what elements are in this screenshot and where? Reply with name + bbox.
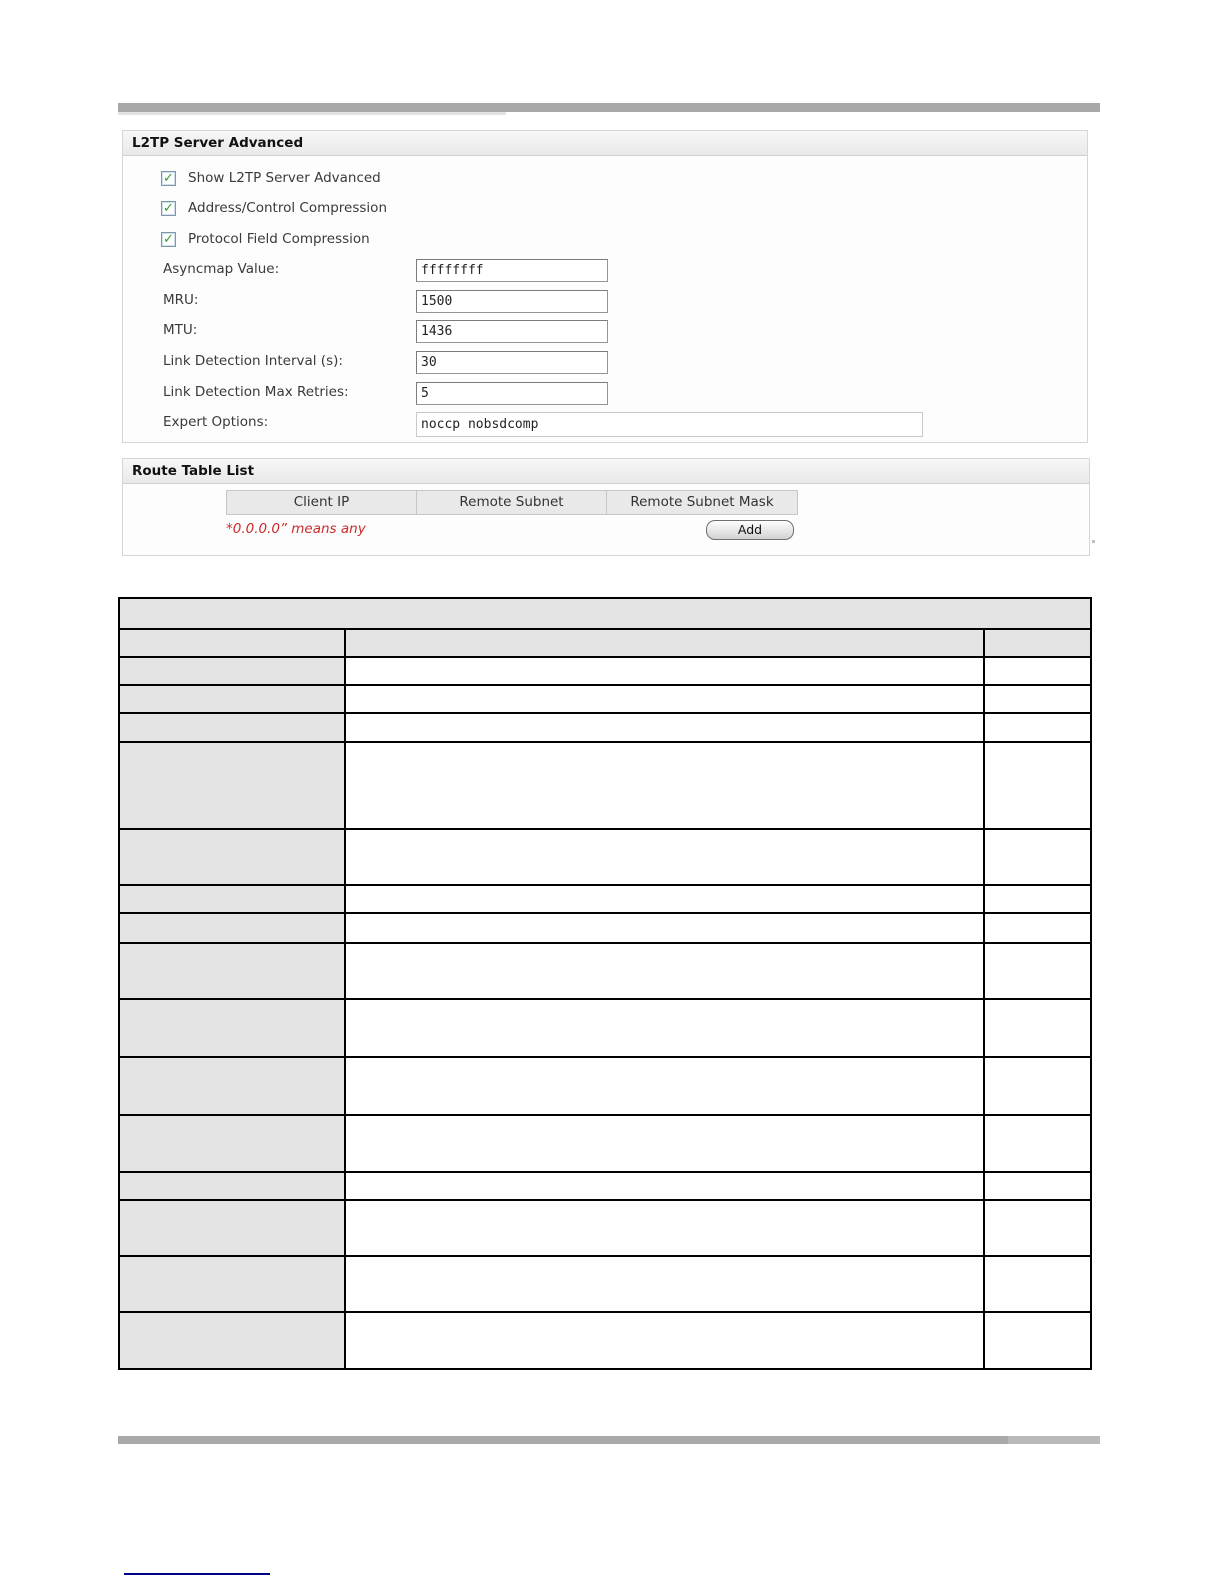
table-cell xyxy=(120,1058,346,1114)
checkbox-label: Address/Control Compression xyxy=(188,200,387,216)
checkmark-icon: ✓ xyxy=(163,170,174,186)
page-footer-rule-light xyxy=(1008,1436,1100,1444)
checkbox-row-show-advanced xyxy=(161,169,381,187)
table-cell xyxy=(120,1313,346,1368)
table-row xyxy=(120,1311,1090,1368)
mtu-label: MTU: xyxy=(163,322,198,338)
page-header-rule xyxy=(118,103,1100,112)
table-cell xyxy=(985,1058,1090,1114)
link-detection-interval-label: Link Detection Interval (s): xyxy=(163,353,343,369)
table-row xyxy=(120,1255,1090,1311)
table-cell xyxy=(120,1173,346,1199)
mru-label: MRU: xyxy=(163,292,199,308)
table-cell xyxy=(346,1058,985,1114)
table-row xyxy=(120,1171,1090,1199)
stray-dot xyxy=(1092,540,1095,543)
table-row xyxy=(120,1114,1090,1171)
column-header-client-ip: Client IP xyxy=(226,490,417,515)
section-title: L2TP Server Advanced xyxy=(123,131,1087,156)
table-header-cell xyxy=(120,630,346,656)
table-row xyxy=(120,684,1090,712)
table-cell xyxy=(120,1257,346,1311)
table-header-cell xyxy=(346,630,985,656)
address-control-compression-checkbox[interactable] xyxy=(161,201,176,216)
table-row xyxy=(120,912,1090,942)
column-header-remote-subnet-mask: Remote Subnet Mask xyxy=(606,490,798,515)
link-detection-interval-input[interactable] xyxy=(416,351,608,374)
expert-options-input[interactable] xyxy=(416,412,923,437)
table-cell xyxy=(985,658,1090,684)
table-cell xyxy=(120,914,346,942)
table-cell xyxy=(985,743,1090,828)
page-footer-rule xyxy=(118,1436,1100,1444)
table-cell xyxy=(346,830,985,884)
table-cell xyxy=(120,658,346,684)
table-cell xyxy=(985,1000,1090,1056)
table-header-row xyxy=(120,628,1090,656)
table-cell xyxy=(985,944,1090,998)
route-table-header-row xyxy=(226,490,798,515)
table-cell xyxy=(346,686,985,712)
table-cell xyxy=(346,1257,985,1311)
table-cell xyxy=(120,714,346,741)
footnote-separator-line xyxy=(124,1573,270,1575)
table-cell xyxy=(985,1201,1090,1255)
table-cell xyxy=(120,686,346,712)
table-cell xyxy=(346,1201,985,1255)
table-row xyxy=(120,1199,1090,1255)
mru-input[interactable] xyxy=(416,290,608,313)
checkmark-icon: ✓ xyxy=(163,200,174,216)
add-button[interactable]: Add xyxy=(706,520,794,540)
mtu-input[interactable] xyxy=(416,320,608,343)
table-cell xyxy=(985,1313,1090,1368)
table-row xyxy=(120,828,1090,884)
table-cell xyxy=(120,1201,346,1255)
protocol-field-compression-checkbox[interactable] xyxy=(161,232,176,247)
description-table xyxy=(118,597,1092,1370)
table-row xyxy=(120,998,1090,1056)
page-header-rule-light xyxy=(118,112,506,115)
table-row xyxy=(120,741,1090,828)
table-cell xyxy=(346,714,985,741)
checkmark-icon: ✓ xyxy=(163,231,174,247)
table-header-row xyxy=(120,599,1090,628)
table-row xyxy=(120,884,1090,912)
checkbox-row-protocol-compression xyxy=(161,230,370,248)
table-row xyxy=(120,942,1090,998)
expert-options-label: Expert Options: xyxy=(163,414,269,430)
table-header-cell xyxy=(985,630,1090,656)
asyncmap-input[interactable] xyxy=(416,259,608,282)
table-cell xyxy=(985,1116,1090,1171)
table-cell xyxy=(985,914,1090,942)
table-cell xyxy=(985,830,1090,884)
checkbox-label: Show L2TP Server Advanced xyxy=(188,170,381,186)
table-cell xyxy=(120,1116,346,1171)
column-header-remote-subnet: Remote Subnet xyxy=(416,490,607,515)
table-cell xyxy=(120,1000,346,1056)
table-cell xyxy=(985,686,1090,712)
table-cell xyxy=(346,914,985,942)
table-row xyxy=(120,656,1090,684)
show-l2tp-advanced-checkbox[interactable] xyxy=(161,171,176,186)
table-cell xyxy=(346,944,985,998)
table-cell xyxy=(985,1173,1090,1199)
section-title: Route Table List xyxy=(123,459,1089,484)
table-cell xyxy=(346,1313,985,1368)
table-cell xyxy=(985,1257,1090,1311)
table-header-cell xyxy=(120,599,1090,628)
table-cell xyxy=(346,1116,985,1171)
link-detection-retries-label: Link Detection Max Retries: xyxy=(163,384,349,400)
table-cell xyxy=(120,743,346,828)
table-cell xyxy=(985,714,1090,741)
table-cell xyxy=(346,1000,985,1056)
table-cell xyxy=(346,886,985,912)
table-cell xyxy=(120,886,346,912)
checkbox-label: Protocol Field Compression xyxy=(188,231,370,247)
route-note-text: *0.0.0.0” means any xyxy=(226,521,366,537)
table-cell xyxy=(346,1173,985,1199)
l2tp-server-advanced-section xyxy=(122,130,1088,443)
checkbox-row-address-compression xyxy=(161,199,387,217)
table-cell xyxy=(346,658,985,684)
table-cell xyxy=(346,743,985,828)
table-cell xyxy=(985,886,1090,912)
table-row xyxy=(120,712,1090,741)
route-table-list-section xyxy=(122,458,1090,556)
table-row xyxy=(120,1056,1090,1114)
asyncmap-label: Asyncmap Value: xyxy=(163,261,280,277)
table-cell xyxy=(120,944,346,998)
table-cell xyxy=(120,830,346,884)
link-detection-retries-input[interactable] xyxy=(416,382,608,405)
